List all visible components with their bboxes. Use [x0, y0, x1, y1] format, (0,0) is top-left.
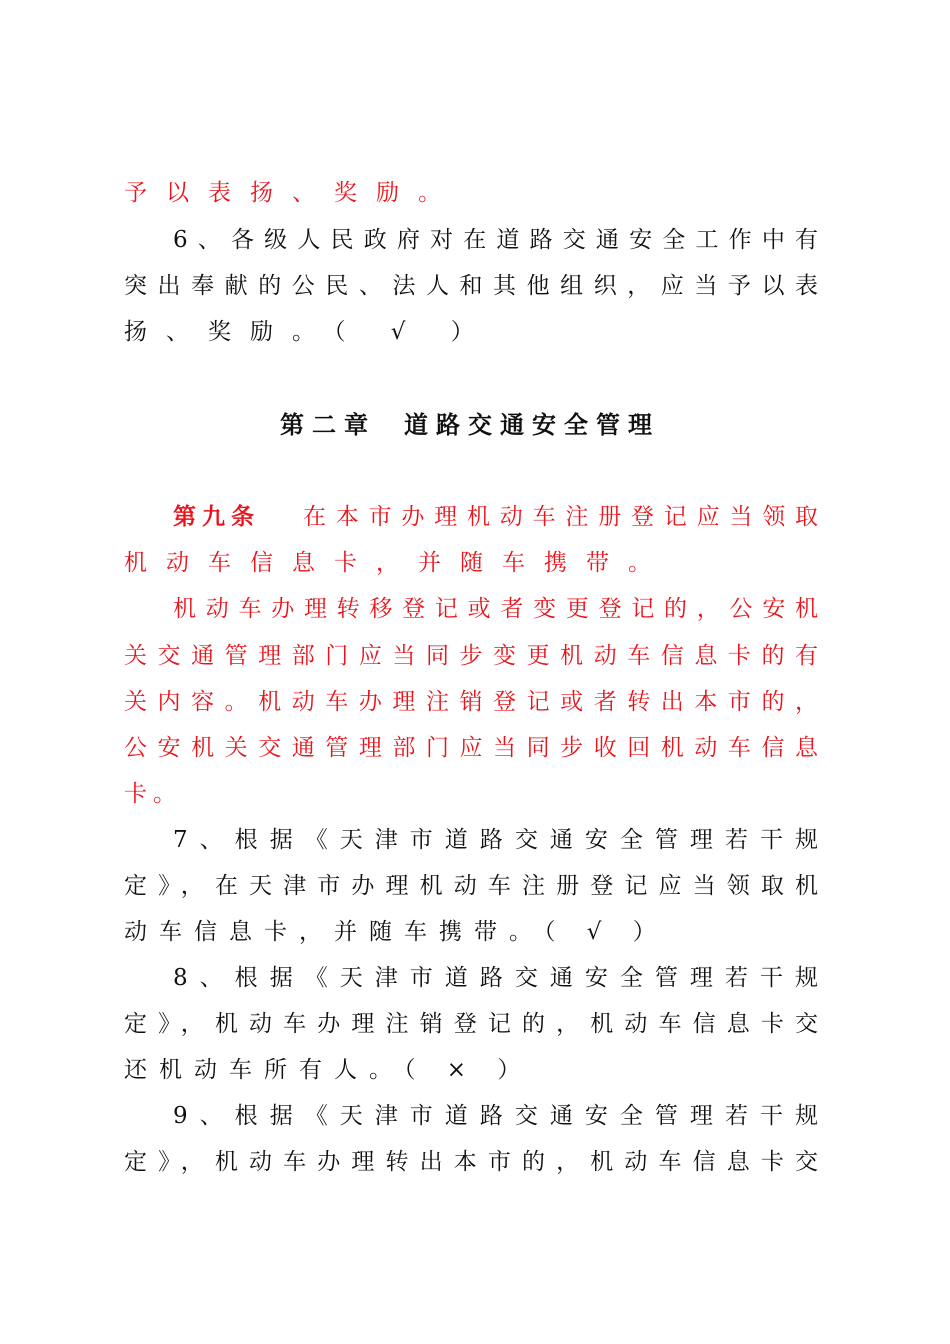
text-line: 予以表扬、奖励。	[124, 180, 460, 206]
question-7-line-2: 定》，在天津市办理机动车注册登记应当领取机	[124, 873, 818, 899]
article-9-line-3: 机动车办理转移登记或者变更登记的，公安机	[173, 596, 818, 622]
article-9-line-1	[173, 502, 818, 532]
article-9-line-2: 机动车信息卡，并随车携带。	[124, 550, 670, 576]
question-7-line-3: 动车信息卡，并随车携带。（ √ ）	[124, 919, 668, 945]
chapter-heading	[280, 408, 664, 442]
article-9-line-7: 卡。	[124, 781, 182, 807]
question-6-line-1: 6、各级人民政府对在道路交通安全工作中有	[173, 227, 818, 253]
question-9-line-1: 9、根据《天津市道路交通安全管理若干规	[173, 1103, 818, 1129]
article-9-text: 在本市办理机动车注册登记应当领取	[303, 504, 818, 530]
question-6-line-3: 扬、奖励。（ √ ）	[124, 319, 493, 345]
question-8-line-3: 还机动车所有人。（ × ）	[124, 1057, 533, 1083]
article-9-line-6: 公安机关交通管理部门应当同步收回机动车信息	[124, 735, 818, 761]
question-7-line-1: 7、根据《天津市道路交通安全管理若干规	[173, 827, 818, 853]
question-8-line-1: 8、根据《天津市道路交通安全管理若干规	[173, 965, 818, 991]
question-8-line-2: 定》，机动车办理注销登记的，机动车信息卡交	[124, 1011, 818, 1037]
chapter-title: 道路交通安全管理	[404, 411, 660, 439]
article-9-line-5: 关内容。机动车办理注销登记或者转出本市的，	[124, 689, 818, 715]
question-6-line-2: 突出奉献的公民、法人和其他组织，应当予以表	[124, 273, 818, 299]
article-label: 第九条	[173, 504, 260, 530]
article-9-line-4: 关交通管理部门应当同步变更机动车信息卡的有	[124, 643, 818, 669]
question-9-line-2: 定》，机动车办理转出本市的，机动车信息卡交	[124, 1149, 818, 1175]
chapter-number: 第二章	[280, 411, 376, 439]
